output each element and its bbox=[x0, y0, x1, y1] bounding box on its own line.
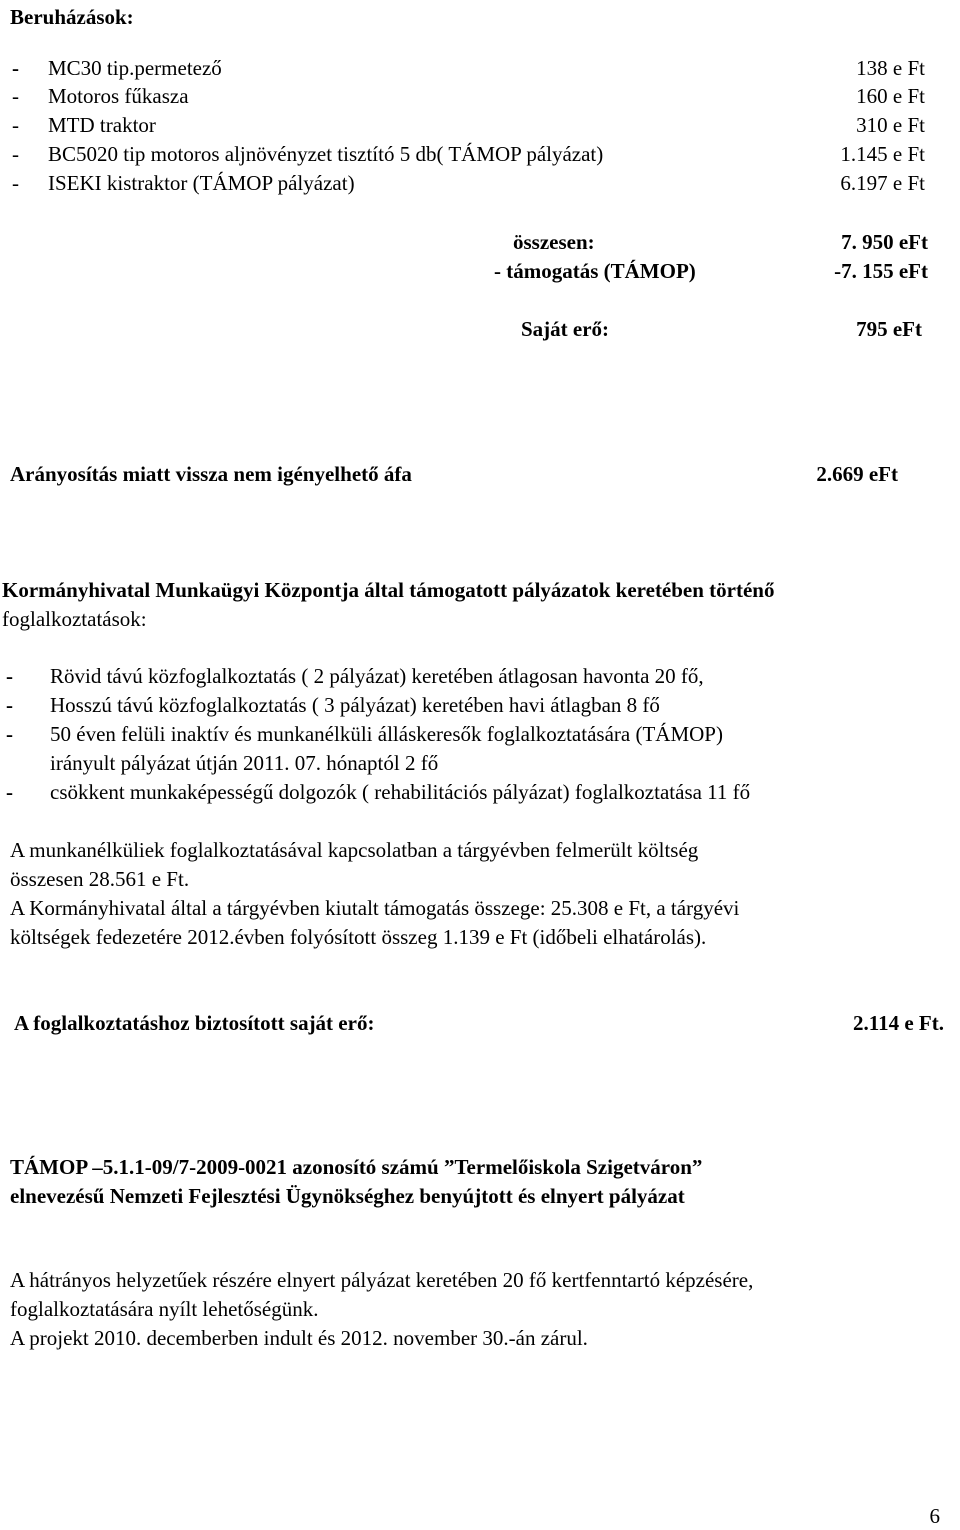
tamop-title-line: elnevezésű Nemzeti Fejlesztési Ügynökséghez benyújtott és elnyert pályázat bbox=[10, 1184, 685, 1208]
employment-paragraph-line: A Kormányhivatal által a tárgyévben kiutalt támogatás összege: 25.308 e Ft, a tárgyévi bbox=[10, 896, 740, 920]
investment-dash: - bbox=[12, 171, 19, 195]
investments-heading: Beruházások: bbox=[10, 5, 134, 29]
employment-item: Hosszú távú közfoglalkoztatás ( 3 pályázat) keretében havi átlagban 8 fő bbox=[50, 693, 660, 717]
investment-dash: - bbox=[12, 142, 19, 166]
employment-heading: Kormányhivatal Munkaügyi Központja által támogatott pályázatok keretében történő bbox=[2, 578, 775, 602]
investment-amount: 1.145 e Ft bbox=[840, 142, 925, 166]
vat-value: 2.669 eFt bbox=[816, 462, 898, 486]
support-value: -7. 155 eFt bbox=[834, 259, 928, 283]
employment-item-continued: irányult pályázat útján 2011. 07. hónaptól 2 fő bbox=[50, 751, 439, 775]
page-number: 6 bbox=[929, 1504, 940, 1528]
investment-label: MTD traktor bbox=[48, 113, 156, 137]
bullet-dash: - bbox=[6, 693, 13, 717]
employment-paragraph-line: A munkanélküliek foglalkoztatásával kapcsolatban a tárgyévben felmerült költség bbox=[10, 838, 699, 862]
investment-dash: - bbox=[12, 113, 19, 137]
employment-own-value: 2.114 e Ft. bbox=[853, 1011, 944, 1035]
employment-item: 50 éven felüli inaktív és munkanélküli álláskeresők foglalkoztatására (TÁMOP) bbox=[50, 722, 723, 746]
investment-label: ISEKI kistraktor (TÁMOP pályázat) bbox=[48, 171, 355, 195]
employment-paragraph-line: költségek fedezetére 2012.évben folyósított összeg 1.139 e Ft (időbeli elhatárolás). bbox=[10, 925, 707, 949]
investment-label: Motoros fűkasza bbox=[48, 84, 189, 108]
vat-label: Arányosítás miatt vissza nem igényelhető áfa bbox=[10, 462, 412, 486]
investment-amount: 6.197 e Ft bbox=[840, 171, 925, 195]
investment-amount: 160 e Ft bbox=[856, 84, 925, 108]
tamop-paragraph-line: A projekt 2010. decemberben indult és 2012. november 30.-án zárul. bbox=[10, 1326, 588, 1350]
employment-item: Rövid távú közfoglalkoztatás ( 2 pályázat) keretében átlagosan havonta 20 fő, bbox=[50, 664, 704, 688]
investment-label: BC5020 tip motoros aljnövényzet tisztító 5 db( TÁMOP pályázat) bbox=[48, 142, 604, 166]
support-label: - támogatás (TÁMOP) bbox=[494, 259, 696, 283]
total-value: 7. 950 eFt bbox=[841, 230, 928, 254]
investment-amount: 138 e Ft bbox=[856, 56, 925, 80]
tamop-paragraph-line: A hátrányos helyzetűek részére elnyert pályázat keretében 20 fő kertfenntartó képzésére, bbox=[10, 1268, 754, 1292]
bullet-dash: - bbox=[6, 722, 13, 746]
bullet-dash: - bbox=[6, 780, 13, 804]
employment-item: csökkent munkaképességű dolgozók ( rehabilitációs pályázat) foglalkoztatása 11 fő bbox=[50, 780, 751, 804]
investment-dash: - bbox=[12, 84, 19, 108]
investment-amount: 310 e Ft bbox=[856, 113, 925, 137]
own-contribution-value: 795 eFt bbox=[856, 317, 922, 341]
own-contribution-label: Saját erő: bbox=[521, 317, 610, 341]
employment-heading-rest: foglalkoztatások: bbox=[2, 607, 147, 631]
tamop-paragraph-line: foglalkoztatására nyílt lehetőségünk. bbox=[10, 1297, 319, 1321]
bullet-dash: - bbox=[6, 664, 13, 688]
investment-label: MC30 tip.permetező bbox=[48, 56, 222, 80]
employment-paragraph-line: összesen 28.561 e Ft. bbox=[10, 867, 190, 891]
employment-own-label: A foglalkoztatáshoz biztosított saját erő: bbox=[14, 1011, 375, 1035]
investment-dash: - bbox=[12, 56, 19, 80]
tamop-title-line: TÁMOP –5.1.1-09/7-2009-0021 azonosító számú ”Termelőiskola Szigetváron” bbox=[10, 1155, 703, 1179]
total-label: összesen: bbox=[513, 230, 595, 254]
